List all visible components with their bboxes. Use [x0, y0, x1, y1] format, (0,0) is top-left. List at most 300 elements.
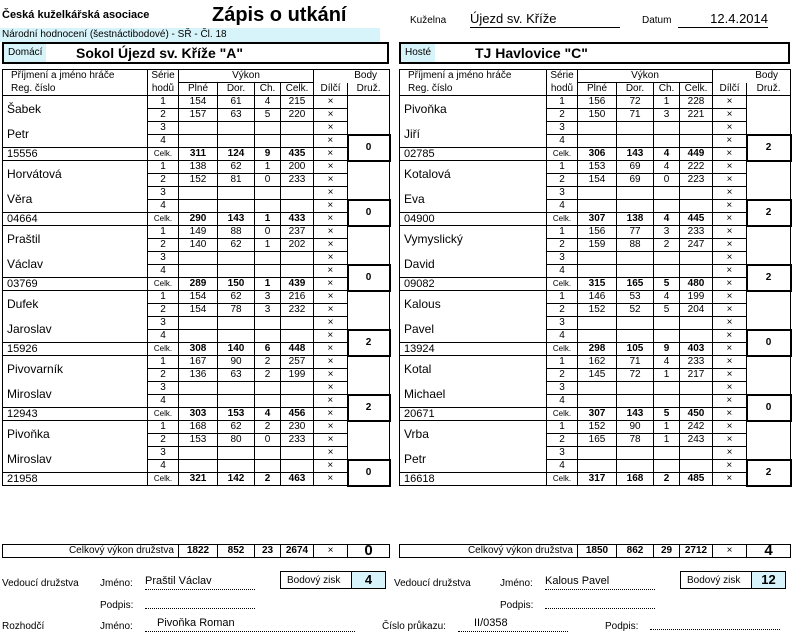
series-value: 216 [281, 291, 314, 304]
series-value: 202 [281, 239, 314, 252]
series-value [680, 330, 713, 343]
series-value [255, 330, 281, 343]
series-value: 1 [654, 434, 680, 447]
series-value: 232 [281, 304, 314, 317]
serie-header-2: hodů [148, 83, 179, 96]
series-number: 1 [148, 291, 179, 304]
series-value: 71 [617, 109, 654, 122]
datum-label: Datum [642, 15, 672, 26]
away-podpis-label: Podpis: [500, 600, 534, 611]
series-number: 1 [547, 356, 578, 369]
druz-empty [348, 356, 390, 395]
celk-label: Celk. [148, 473, 179, 486]
series-number: 2 [148, 369, 179, 382]
away-bodovy-zisk [680, 571, 786, 589]
druz-empty [747, 226, 791, 265]
series-value: 152 [578, 421, 617, 434]
series-value [179, 395, 218, 408]
home-results-table [2, 69, 391, 487]
dilci-cross: × [713, 304, 747, 317]
player-firstname: David [400, 252, 547, 278]
dilci-cross: × [314, 460, 348, 473]
series-number: 3 [547, 317, 578, 330]
series-value [255, 447, 281, 460]
series-row [400, 187, 791, 200]
player-total-value: 450 [680, 408, 713, 421]
series-value: 78 [617, 434, 654, 447]
series-value: 71 [617, 356, 654, 369]
series-number: 2 [148, 434, 179, 447]
player-points: 0 [348, 135, 390, 161]
team-total-value: 23 [255, 545, 281, 558]
series-value [578, 252, 617, 265]
dilci-cross: × [713, 200, 747, 213]
series-row [3, 356, 390, 369]
series-number: 4 [148, 200, 179, 213]
dor-header: Dor. [617, 83, 654, 96]
competition-label: Národní hodnocení (šestnáctibodové) - SŘ - Čl. 18 [0, 28, 380, 42]
series-row [400, 226, 791, 239]
series-value: 200 [281, 161, 314, 174]
series-value [578, 395, 617, 408]
series-value: 0 [255, 226, 281, 239]
series-number: 2 [547, 239, 578, 252]
celk-label: Celk. [148, 278, 179, 291]
dilci-cross: × [314, 252, 348, 265]
series-row [400, 317, 791, 330]
series-value [654, 122, 680, 135]
player-reg: 20671 [400, 408, 547, 421]
org-name: Česká kuželkářská asociace [2, 9, 150, 21]
series-number: 3 [148, 382, 179, 395]
series-value [578, 200, 617, 213]
dilci-cross: × [314, 304, 348, 317]
vykon-header: Výkon [179, 70, 314, 83]
series-number: 3 [547, 447, 578, 460]
series-value: 1 [654, 421, 680, 434]
player-total-value: 4 [654, 148, 680, 161]
player-surname: Kotal [400, 356, 547, 382]
away-bodovy-value: 12 [751, 572, 785, 588]
player-total-value: 307 [578, 213, 617, 226]
series-value: 228 [680, 96, 713, 109]
player-total-value: 1 [255, 213, 281, 226]
series-number: 3 [148, 317, 179, 330]
series-value: 4 [654, 161, 680, 174]
player-surname: Praštil [3, 226, 148, 252]
series-value: 220 [281, 109, 314, 122]
player-total-row [400, 343, 791, 356]
series-number: 1 [148, 161, 179, 174]
player-total-value: 449 [680, 148, 713, 161]
player-points: 2 [348, 395, 390, 421]
player-total-value: 403 [680, 343, 713, 356]
away-results-table [399, 69, 792, 487]
player-total-value: 317 [578, 473, 617, 486]
player-total-value: 435 [281, 148, 314, 161]
series-number: 4 [547, 460, 578, 473]
dilci-cross: × [314, 213, 348, 226]
series-value: 62 [218, 291, 255, 304]
series-value: 222 [680, 161, 713, 174]
plne-header: Plné [578, 83, 617, 96]
series-value [179, 200, 218, 213]
series-value: 153 [578, 161, 617, 174]
header-row [400, 83, 791, 96]
player-points: 0 [348, 460, 390, 486]
series-value [218, 265, 255, 278]
druz-empty [747, 356, 791, 395]
celk-label: Celk. [547, 213, 578, 226]
player-total-value: 290 [179, 213, 218, 226]
player-firstname: Miroslav [3, 447, 148, 473]
series-number: 2 [148, 109, 179, 122]
series-value [617, 447, 654, 460]
series-value [179, 317, 218, 330]
series-value [654, 252, 680, 265]
dilci-cross: × [713, 447, 747, 460]
home-bodovy-label: Bodový zisk [287, 575, 341, 586]
rozhodci-podpis-label: Podpis: [605, 621, 639, 632]
player-firstname: Václav [3, 252, 148, 278]
series-value: 4 [654, 356, 680, 369]
series-value: 61 [218, 96, 255, 109]
series-row [400, 161, 791, 174]
home-bodovy-zisk [280, 571, 386, 589]
series-value: 1 [255, 239, 281, 252]
vykon-header: Výkon [578, 70, 713, 83]
player-total-value: 5 [654, 408, 680, 421]
player-total-value: 298 [578, 343, 617, 356]
rozhodci-jmeno-label: Jméno: [100, 621, 133, 632]
series-value [680, 265, 713, 278]
dor-header: Dor. [218, 83, 255, 96]
player-reg: 21958 [3, 473, 148, 486]
player-firstname: Věra [3, 187, 148, 213]
dilci-cross: × [713, 135, 747, 148]
away-jmeno-label: Jméno: [500, 578, 533, 589]
home-tag: Domácí [4, 44, 46, 62]
series-number: 2 [148, 174, 179, 187]
player-total-value: 311 [179, 148, 218, 161]
player-reg: 03769 [3, 278, 148, 291]
player-surname: Vymyslický [400, 226, 547, 252]
series-value: 3 [255, 291, 281, 304]
player-reg: 02785 [400, 148, 547, 161]
player-total-value: 142 [218, 473, 255, 486]
series-value [680, 135, 713, 148]
series-number: 3 [547, 122, 578, 135]
dilci-header: Dílčí [314, 83, 348, 96]
player-reg: 16618 [400, 473, 547, 486]
player-total-value: 6 [255, 343, 281, 356]
series-number: 2 [547, 109, 578, 122]
reg-col-header: Reg. číslo [400, 83, 547, 96]
series-value [179, 122, 218, 135]
series-value [617, 317, 654, 330]
series-value [617, 460, 654, 473]
druz-empty [348, 291, 390, 330]
series-value: 140 [179, 239, 218, 252]
away-vedouci-label: Vedoucí družstva [394, 578, 471, 589]
series-value: 136 [179, 369, 218, 382]
dilci-cross: × [713, 252, 747, 265]
series-value: 3 [654, 109, 680, 122]
series-value [255, 200, 281, 213]
series-value: 2 [654, 239, 680, 252]
series-value [218, 187, 255, 200]
player-total-value: 433 [281, 213, 314, 226]
series-value [617, 382, 654, 395]
player-total-row [400, 213, 791, 226]
series-number: 2 [148, 304, 179, 317]
series-row [3, 421, 390, 434]
series-number: 4 [148, 265, 179, 278]
dilci-cross: × [314, 187, 348, 200]
series-value: 62 [218, 421, 255, 434]
series-value: 233 [281, 434, 314, 447]
series-value [255, 187, 281, 200]
series-value [218, 317, 255, 330]
series-value: 88 [617, 239, 654, 252]
series-value: 4 [654, 291, 680, 304]
dilci-cross: × [713, 109, 747, 122]
dilci-cross: × [713, 148, 747, 161]
series-value: 154 [179, 96, 218, 109]
team-total-label: Celkový výkon družstva [3, 545, 179, 558]
series-value [680, 395, 713, 408]
player-firstname: Eva [400, 187, 547, 213]
series-value [578, 382, 617, 395]
series-number: 3 [148, 447, 179, 460]
home-jmeno-label: Jméno: [100, 578, 133, 589]
series-value [578, 330, 617, 343]
player-surname: Pivovarník [3, 356, 148, 382]
celk-label: Celk. [148, 408, 179, 421]
series-value: 69 [617, 161, 654, 174]
series-value: 53 [617, 291, 654, 304]
dilci-cross: × [713, 460, 747, 473]
team-cross: × [713, 545, 747, 558]
series-number: 1 [148, 421, 179, 434]
series-value [578, 122, 617, 135]
dilci-cross: × [713, 408, 747, 421]
team-total-value: 1850 [578, 545, 617, 558]
player-surname: Pivoňka [400, 96, 547, 122]
series-value [654, 200, 680, 213]
dilci-cross: × [314, 278, 348, 291]
team-points: 0 [348, 545, 390, 558]
name-col-header: Příjmení a jméno hráče [400, 70, 547, 83]
player-reg: 15926 [3, 343, 148, 356]
player-total-value: 307 [578, 408, 617, 421]
celk-label: Celk. [547, 278, 578, 291]
series-value: 199 [680, 291, 713, 304]
series-number: 2 [148, 239, 179, 252]
series-value [281, 395, 314, 408]
player-reg: 04900 [400, 213, 547, 226]
series-value [179, 187, 218, 200]
team-total-value: 29 [654, 545, 680, 558]
player-points: 0 [348, 265, 390, 291]
series-value [281, 252, 314, 265]
celk-label: Celk. [148, 213, 179, 226]
series-number: 1 [547, 226, 578, 239]
series-value: 0 [255, 434, 281, 447]
series-number: 4 [547, 200, 578, 213]
series-number: 3 [547, 187, 578, 200]
series-value: 168 [179, 421, 218, 434]
home-team-box [2, 42, 389, 64]
series-value: 152 [179, 174, 218, 187]
series-value [281, 382, 314, 395]
series-value: 145 [578, 369, 617, 382]
series-number: 4 [148, 395, 179, 408]
series-value: 5 [255, 109, 281, 122]
player-total-value: 315 [578, 278, 617, 291]
series-value: 77 [617, 226, 654, 239]
dilci-cross: × [713, 278, 747, 291]
kuzelna-label: Kuželna [410, 15, 447, 26]
series-value: 154 [578, 174, 617, 187]
player-total-value: 138 [617, 213, 654, 226]
ch-header: Ch. [255, 83, 281, 96]
dilci-cross: × [314, 96, 348, 109]
dilci-cross: × [713, 226, 747, 239]
dilci-cross: × [314, 135, 348, 148]
celk-header: Celk. [281, 83, 314, 96]
player-total-value: 439 [281, 278, 314, 291]
rozhodci-podpis-line [650, 618, 780, 630]
series-value [654, 135, 680, 148]
team-total-value: 1822 [179, 545, 218, 558]
series-row [400, 252, 791, 265]
series-row [3, 291, 390, 304]
player-total-value: 303 [179, 408, 218, 421]
player-total-value: 9 [654, 343, 680, 356]
series-value [654, 265, 680, 278]
dilci-cross: × [314, 122, 348, 135]
away-tag: Hosté [401, 44, 435, 62]
series-value [218, 135, 255, 148]
header-row [3, 70, 390, 83]
series-number: 2 [547, 434, 578, 447]
home-summary-table [2, 544, 390, 558]
team-points: 4 [747, 545, 791, 558]
druz-header: Druž. [348, 83, 390, 96]
page-title: Zápis o utkání [212, 4, 347, 26]
player-total-value: 308 [179, 343, 218, 356]
series-number: 1 [547, 96, 578, 109]
serie-header-2: hodů [547, 83, 578, 96]
series-number: 2 [547, 174, 578, 187]
serie-header-1: Série [148, 70, 179, 83]
dilci-cross: × [314, 174, 348, 187]
player-surname: Kalous [400, 291, 547, 317]
player-firstname: Michael [400, 382, 547, 408]
series-row [3, 252, 390, 265]
away-podpis-line [545, 597, 655, 609]
series-value: 237 [281, 226, 314, 239]
series-value: 233 [680, 356, 713, 369]
player-total-value: 9 [255, 148, 281, 161]
series-value: 1 [255, 161, 281, 174]
series-value [617, 330, 654, 343]
series-value [255, 122, 281, 135]
player-firstname: Petr [400, 447, 547, 473]
plne-header: Plné [179, 83, 218, 96]
series-value: 0 [255, 174, 281, 187]
dilci-cross: × [713, 395, 747, 408]
celk-label: Celk. [148, 148, 179, 161]
player-total-row [3, 343, 390, 356]
series-value [255, 395, 281, 408]
series-value: 2 [255, 421, 281, 434]
rozhodci-name: Pivoňka Roman [145, 617, 355, 632]
series-value: 90 [617, 421, 654, 434]
series-value [578, 187, 617, 200]
series-value [654, 395, 680, 408]
player-total-value: 321 [179, 473, 218, 486]
player-reg: 09082 [400, 278, 547, 291]
series-value: 153 [179, 434, 218, 447]
player-total-row [400, 278, 791, 291]
player-total-value: 306 [578, 148, 617, 161]
player-total-row [400, 473, 791, 486]
dilci-cross: × [314, 343, 348, 356]
series-value: 63 [218, 369, 255, 382]
team-total-row [400, 545, 791, 558]
series-number: 3 [547, 252, 578, 265]
series-value [255, 460, 281, 473]
series-value [255, 265, 281, 278]
series-value [578, 265, 617, 278]
rozhodci-label: Rozhodčí [2, 621, 45, 632]
series-value: 217 [680, 369, 713, 382]
series-value: 78 [218, 304, 255, 317]
series-value: 81 [218, 174, 255, 187]
series-row [400, 122, 791, 135]
series-value: 165 [578, 434, 617, 447]
datum-value: 12.4.2014 [678, 11, 768, 28]
series-value: 233 [680, 226, 713, 239]
series-number: 1 [547, 421, 578, 434]
series-value [680, 460, 713, 473]
series-value [617, 200, 654, 213]
dilci-cross: × [314, 447, 348, 460]
player-surname: Kotalová [400, 161, 547, 187]
player-total-value: 1 [255, 278, 281, 291]
dilci-cross: × [314, 291, 348, 304]
series-number: 3 [148, 122, 179, 135]
player-total-value: 4 [654, 213, 680, 226]
series-value: 3 [255, 304, 281, 317]
player-total-value: 165 [617, 278, 654, 291]
dilci-header: Dílčí [713, 83, 747, 96]
series-value: 72 [617, 369, 654, 382]
player-surname: Vrba [400, 421, 547, 447]
druz-empty [348, 421, 390, 460]
series-value [179, 382, 218, 395]
dilci-cross: × [314, 226, 348, 239]
player-points: 2 [747, 200, 791, 226]
druz-empty [747, 161, 791, 200]
name-col-header: Příjmení a jméno hráče [3, 70, 148, 83]
druz-empty [348, 161, 390, 200]
series-value: 52 [617, 304, 654, 317]
series-value [578, 460, 617, 473]
series-value: 223 [680, 174, 713, 187]
